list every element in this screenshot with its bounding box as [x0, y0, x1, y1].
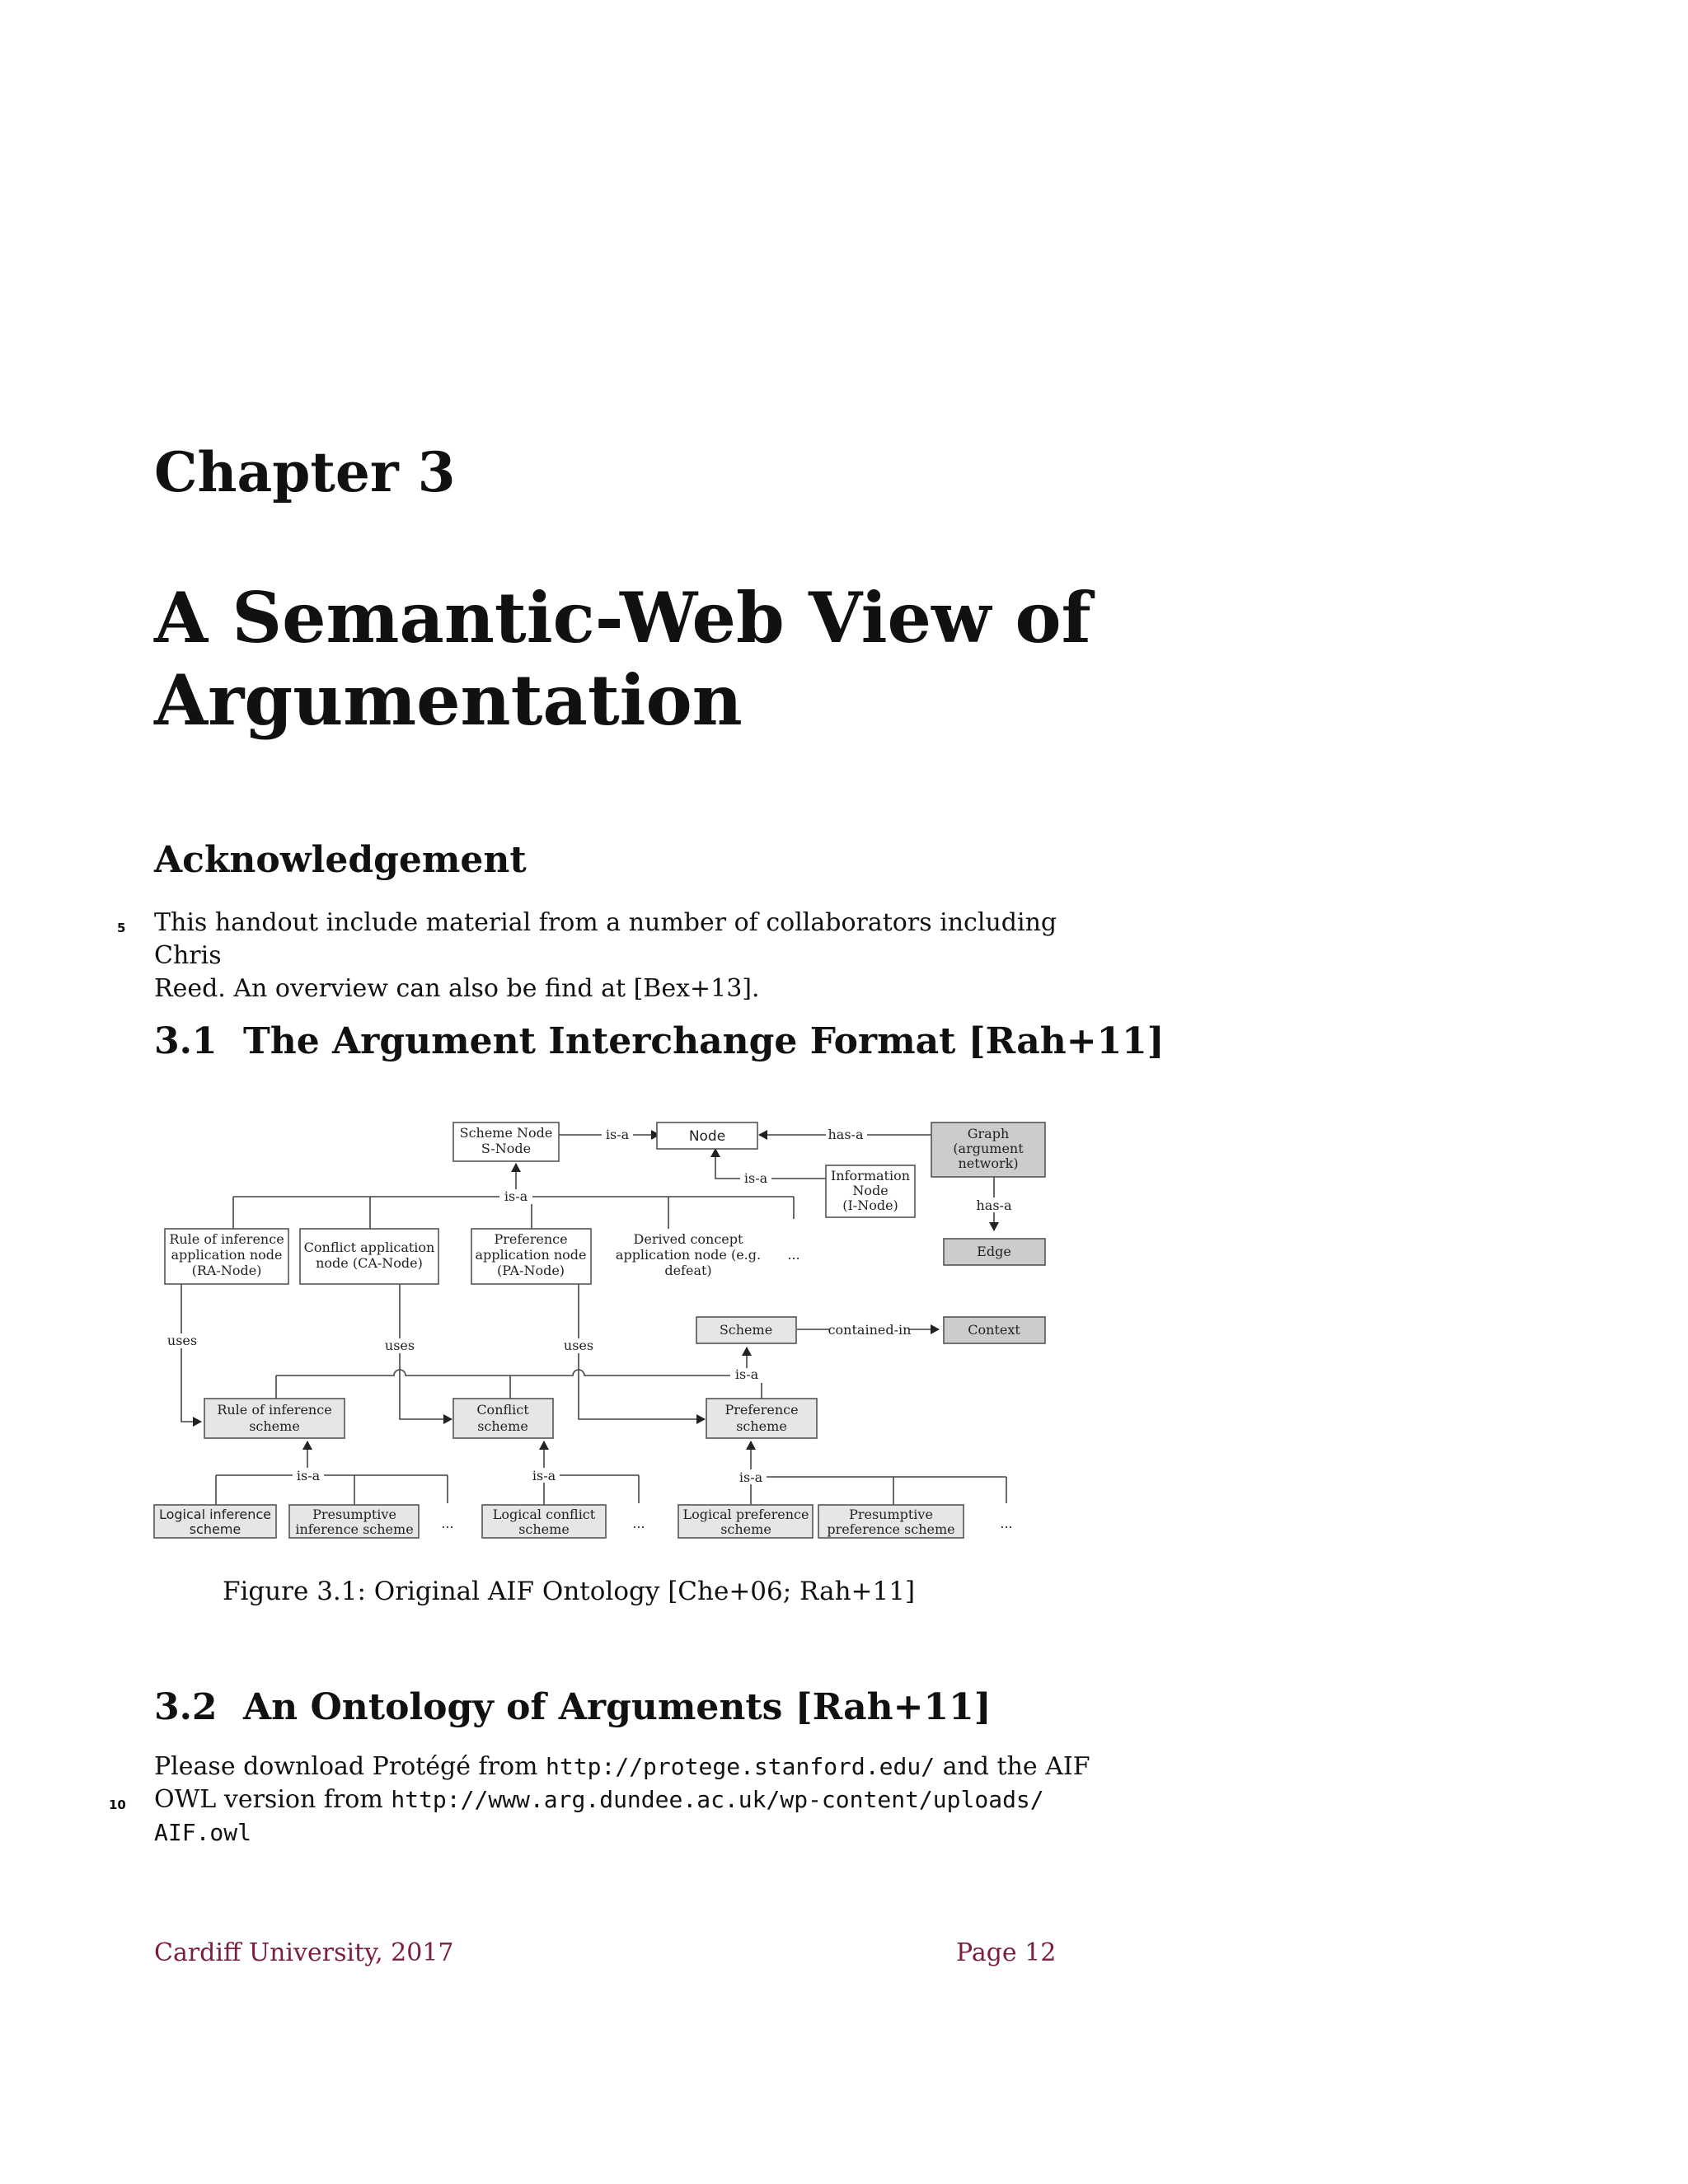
download-paragraph — [154, 1750, 1102, 1849]
node-label: scheme — [518, 1521, 570, 1537]
node-label: network) — [958, 1155, 1019, 1171]
section-heading-3-2 — [154, 1686, 992, 1728]
line-number: 5 — [117, 921, 126, 935]
paragraph-line — [154, 1816, 1102, 1849]
node-label: scheme — [249, 1418, 300, 1434]
paragraph-line — [154, 1783, 1102, 1816]
aif-owl-url-link-continued[interactable]: AIF.owl — [154, 1819, 252, 1846]
edge-label: uses — [563, 1338, 594, 1353]
aif-owl-url-link[interactable]: http://www.arg.dundee.ac.uk/wp-content/uploads/ — [391, 1786, 1044, 1813]
node-label: Conflict — [476, 1402, 529, 1418]
acknowledgement-heading: Acknowledgement — [154, 839, 527, 881]
section-number: 3.1 — [154, 1020, 218, 1062]
node-label: application node (e.g. — [615, 1247, 762, 1263]
node-label: scheme — [736, 1418, 787, 1434]
node-label: Preference — [724, 1402, 799, 1418]
node-label: Edge — [977, 1244, 1011, 1259]
section-title: An Ontology of Arguments [Rah+11] — [243, 1686, 992, 1728]
node-label: defeat) — [664, 1263, 712, 1278]
edge-label: ... — [441, 1516, 454, 1531]
node-label: inference scheme — [295, 1521, 414, 1537]
text-span: and the AIF — [935, 1752, 1090, 1781]
node-label: Conflict application — [303, 1240, 435, 1255]
is-a-bus-schemes — [276, 1370, 747, 1376]
edge-label: is-a — [605, 1127, 630, 1142]
node-label: Rule of inference — [169, 1231, 284, 1247]
node-label: (PA-Node) — [496, 1263, 565, 1278]
edge-ra-uses-rule-scheme — [181, 1284, 201, 1422]
edge-label: is-a — [504, 1188, 528, 1204]
paragraph-line: This handout include material from a number of collaborators including Chris — [154, 908, 1057, 970]
chapter-label: Chapter 3 — [154, 440, 456, 504]
node-label: Scheme Node — [459, 1125, 553, 1141]
node-label: Logical conflict — [492, 1507, 596, 1522]
node-label: Context — [968, 1322, 1020, 1338]
node-label: Derived concept — [633, 1231, 743, 1247]
figure-caption: Figure 3.1: Original AIF Ontology [Che+06; Rah+11] — [222, 1577, 916, 1606]
chapter-title-line: A Semantic-Web View of — [154, 577, 1091, 658]
node-label: scheme — [720, 1521, 771, 1537]
paragraph-line — [154, 1750, 1102, 1783]
node-label: Rule of inference — [217, 1402, 332, 1418]
edge-label: is-a — [734, 1366, 759, 1382]
edge-label: ... — [1000, 1516, 1013, 1531]
node-label: (I-Node) — [842, 1197, 898, 1213]
paragraph-line: Reed. An overview can also be find at [Bex+13]. — [154, 974, 760, 1003]
node-label: Logical inference — [158, 1507, 272, 1522]
edge-label: ... — [787, 1247, 800, 1263]
node-label: application node — [475, 1247, 587, 1263]
edge-label: ... — [632, 1516, 645, 1531]
node-label: Information — [830, 1168, 911, 1183]
node-label: Scheme — [719, 1322, 773, 1338]
chapter-title-line: Argumentation — [154, 659, 743, 741]
edge-label: contained-in — [828, 1322, 912, 1338]
edge-label: uses — [166, 1333, 198, 1348]
node-label: node (CA-Node) — [316, 1255, 423, 1271]
edge-label: has-a — [976, 1197, 1012, 1213]
text-span: OWL version from — [154, 1785, 392, 1814]
node-label: (RA-Node) — [191, 1263, 262, 1278]
node-label: Logical preference — [682, 1507, 809, 1522]
edge-label: is-a — [738, 1469, 763, 1485]
protege-url-link[interactable]: http://protege.stanford.edu/ — [546, 1753, 935, 1780]
node-label: scheme — [477, 1418, 528, 1434]
edge-label: is-a — [532, 1468, 556, 1483]
footer-page-number: Page 12 — [956, 1938, 1057, 1967]
footer-institution: Cardiff University, 2017 — [154, 1938, 454, 1967]
edge-label: is-a — [743, 1170, 768, 1186]
section-number: 3.2 — [154, 1686, 218, 1728]
text-span: Please download Protégé from — [154, 1752, 546, 1781]
node-label: scheme — [189, 1521, 241, 1537]
node-label: (argument — [953, 1141, 1024, 1156]
node-label: Preference — [494, 1231, 568, 1247]
section-title: The Argument Interchange Format [Rah+11] — [243, 1020, 1165, 1062]
edge-label: is-a — [296, 1468, 321, 1483]
edge-inode-is-a-node — [715, 1149, 830, 1179]
node-label: application node — [171, 1247, 283, 1263]
node-label: Presumptive — [849, 1507, 933, 1522]
edge-label: uses — [384, 1338, 415, 1353]
node-label: S-Node — [481, 1141, 532, 1156]
line-number: 10 — [109, 1797, 126, 1812]
node-label: Node — [688, 1128, 726, 1145]
node-label: Presumptive — [312, 1507, 396, 1522]
node-label: Node — [852, 1183, 889, 1198]
edge-label: has-a — [828, 1127, 864, 1142]
node-label: Graph — [967, 1126, 1010, 1141]
node-label: preference scheme — [827, 1521, 955, 1537]
